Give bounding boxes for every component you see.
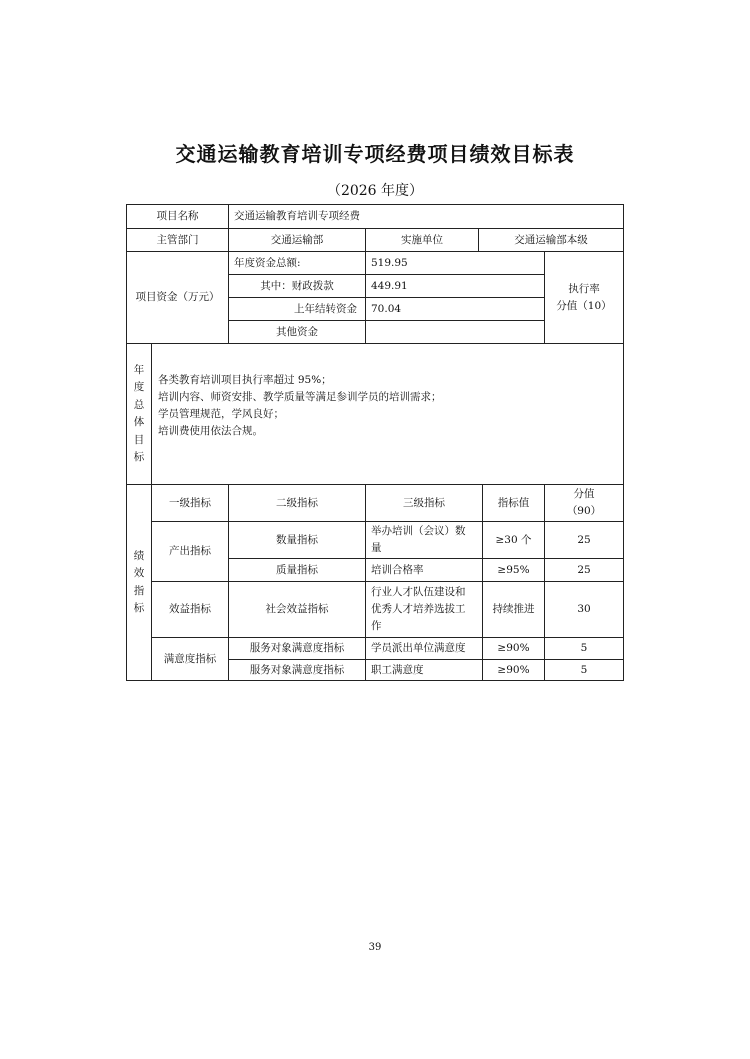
table-row-level2: 数量指标 [276,533,318,546]
goal-line: 学员管理规范，学风良好； [158,408,284,420]
funds-fiscal-label: 其中：财政拨款 [260,279,334,292]
header-target: 指标值 [497,496,530,509]
indicators-label-char: 绩 [133,549,145,562]
table-row-level3 [366,582,482,637]
goals-label-char: 标 [133,451,145,463]
table-row-level3 [366,522,482,558]
header-level1: 一级指标 [169,496,211,509]
table-row-target: ≥90% [497,642,530,654]
implementing-unit-label: 实施单位 [401,233,443,246]
funds-total-value: 519.95 [371,256,408,269]
level3-line: 行业人才队伍建设和 [371,586,466,598]
header-score-line: （90） [566,505,602,517]
level3-line: 作 [371,620,382,632]
header-score [545,485,623,521]
goal-line: 培训费使用依法合规。 [158,425,263,437]
overall-goals-label [127,344,151,484]
execution-rate-label: 执行率 [568,282,600,295]
level3-line: 优秀人才培养选拔工 [371,603,466,615]
table-row-level3: 培训合格率 [371,563,424,576]
funds-other-value [366,321,544,343]
group-satisfaction: 满意度指标 [163,652,217,665]
table-row-level3: 学员派出单位满意度 [371,642,466,654]
funds-carryover-label: 上年结转资金 [294,302,357,315]
execution-rate-score-label: 分值（10） [556,299,612,312]
table-row-score: 5 [580,663,588,676]
table-row-target: ≥95% [497,563,530,576]
goal-line: 培训内容、师资安排、教学质量等满足参训学员的培训需求； [158,391,442,403]
level3-line: 量 [371,542,382,554]
page-number: 39 [368,942,382,953]
table-row-score: 30 [577,603,591,615]
table-row-level2: 质量指标 [276,563,318,576]
table-row-score: 25 [577,533,591,546]
header-score-line: 分值 [573,488,595,500]
goals-label-char: 目 [133,433,145,446]
goals-label-char: 体 [133,416,145,428]
department-label: 主管部门 [156,233,199,246]
header-level2: 二级指标 [276,496,318,509]
performance-indicators-label [127,485,151,680]
goals-label-char: 总 [133,398,145,411]
overall-goals-text [152,372,622,452]
table-row-score: 5 [580,642,588,654]
indicators-label-char: 效 [133,567,145,579]
implementing-unit-value: 交通运输部本级 [514,233,588,246]
table-row-level2: 服务对象满意度指标 [249,663,345,676]
project-name-label: 项目名称 [156,210,199,222]
group-output: 产出指标 [169,545,211,557]
group-benefit: 效益指标 [169,603,211,615]
funds-total-label: 年度资金总额: [234,256,301,269]
table-row-level3: 职工满意度 [371,663,424,676]
funds-carryover-value: 70.04 [371,302,402,315]
indicators-label-char: 标 [133,602,145,614]
indicators-label-char: 指 [133,584,145,597]
funds-label: 项目资金（万元） [135,291,220,303]
table-row-target: ≥90% [497,663,530,676]
header-level3: 三级指标 [403,496,445,509]
level3-line: 举办培训（会议）数 [371,525,466,537]
document-title: 交通运输教育培训专项经费项目绩效目标表 [175,142,575,166]
goal-line: 各类教育培训项目执行率超过 95%； [158,374,332,386]
table-row-level2: 服务对象满意度指标 [249,642,345,654]
goals-label-char: 度 [133,381,145,393]
execution-rate-score [545,252,623,343]
funds-fiscal-value: 449.91 [371,279,408,292]
document-year: （2026 年度） [326,183,424,199]
funds-other-label: 其他资金 [276,325,318,338]
table-row-target: ≥30 个 [495,533,532,546]
department-value: 交通运输部 [270,233,324,246]
project-name-value: 交通运输教育培训专项经费 [234,210,360,222]
goals-label-char: 年 [133,363,145,376]
table-row-score: 25 [577,563,591,576]
table-row-target: 持续推进 [492,603,535,615]
table-row-level2: 社会效益指标 [265,603,329,615]
